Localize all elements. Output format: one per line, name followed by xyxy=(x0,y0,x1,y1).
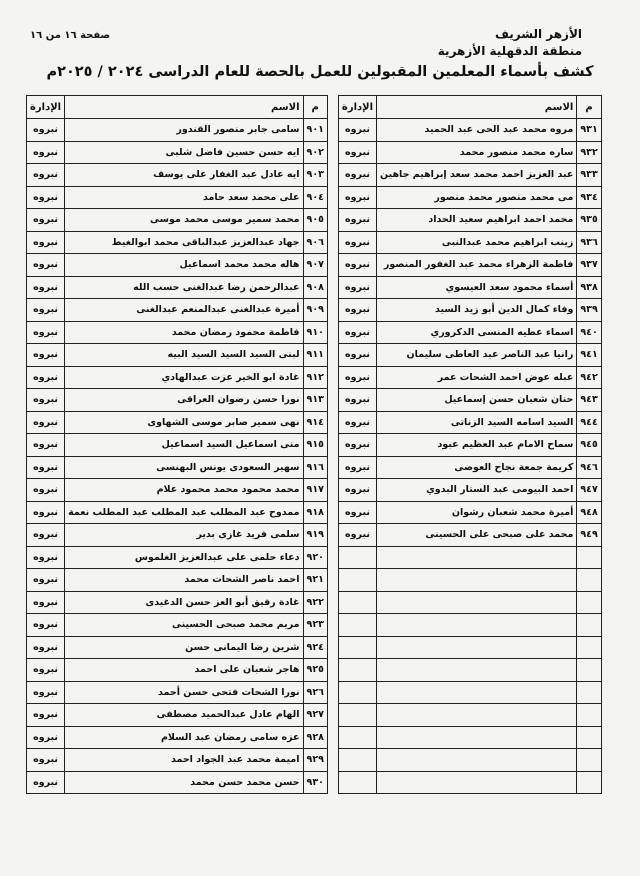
row-admin: نبروه xyxy=(27,434,65,457)
empty-row xyxy=(338,726,601,749)
empty-cell xyxy=(577,591,601,614)
row-name: سلمى فريد غازى بدير xyxy=(65,524,303,547)
document-title: كشف بأسماء المعلمين المقبولين للعمل بالحصة للعام الدراسى ٢٠٢٤ / ٢٠٢٥م xyxy=(46,64,594,80)
row-number: ٩٢٦ xyxy=(303,681,327,704)
row-number: ٩١٤ xyxy=(303,411,327,434)
row-name: عزه سامى رمضان عبد السلام xyxy=(65,726,303,749)
table-row xyxy=(27,659,328,682)
row-number: ٩٢١ xyxy=(303,569,327,592)
row-admin: نبروه xyxy=(27,704,65,727)
table-row xyxy=(27,141,328,164)
empty-cell xyxy=(377,704,577,727)
table-row xyxy=(338,231,601,254)
row-number: ٩١٧ xyxy=(303,479,327,502)
row-number: ٩٣٣ xyxy=(577,164,601,187)
row-name: جهاد عبدالعزيز عبدالباقى محمد ابوالغيط xyxy=(65,231,303,254)
page-label: صفحة ١٦ من ١٦ xyxy=(30,30,111,41)
row-admin: نبروه xyxy=(338,479,376,502)
col-num-header: م xyxy=(577,96,601,119)
row-admin: نبروه xyxy=(338,366,376,389)
table-row xyxy=(27,299,328,322)
row-number: ٩١٨ xyxy=(303,501,327,524)
row-name: مريم محمد صبحى الحسينى xyxy=(65,614,303,637)
row-name: ايه عادل عبد الغفار على يوسف xyxy=(65,164,303,187)
row-admin: نبروه xyxy=(27,681,65,704)
table-row xyxy=(27,479,328,502)
row-name: اميمة محمد عبد الجواد احمد xyxy=(65,749,303,772)
row-admin: نبروه xyxy=(27,164,65,187)
row-name: منى اسماعيل السيد اسماعيل xyxy=(65,434,303,457)
row-number: ٩٠٣ xyxy=(303,164,327,187)
row-admin: نبروه xyxy=(27,456,65,479)
row-name: محمد احمد ابراهيم سعيد الحداد xyxy=(377,209,577,232)
row-number: ٩٤٠ xyxy=(577,321,601,344)
row-admin: نبروه xyxy=(27,501,65,524)
row-name: ساره محمد منصور محمد xyxy=(377,141,577,164)
row-number: ٩٣٧ xyxy=(577,254,601,277)
table-row xyxy=(27,344,328,367)
empty-cell xyxy=(577,771,601,794)
row-name: كريمة جمعة نجاح العوضى xyxy=(377,456,577,479)
row-admin: نبروه xyxy=(27,591,65,614)
row-admin: نبروه xyxy=(338,344,376,367)
empty-cell xyxy=(377,614,577,637)
row-name: احمد البيومى عبد الستار البدوي xyxy=(377,479,577,502)
row-admin: نبروه xyxy=(338,321,376,344)
row-admin: نبروه xyxy=(27,366,65,389)
right-table xyxy=(26,95,328,794)
empty-row xyxy=(338,771,601,794)
empty-cell xyxy=(377,771,577,794)
row-number: ٩٢٣ xyxy=(303,614,327,637)
org-line-2: منطقة الدقهلية الأزهرية xyxy=(437,44,582,58)
table-row xyxy=(27,456,328,479)
table-row xyxy=(27,726,328,749)
empty-cell xyxy=(338,681,376,704)
row-number: ٩١٦ xyxy=(303,456,327,479)
row-name: محمد محمود محمد محمود علام xyxy=(65,479,303,502)
row-admin: نبروه xyxy=(27,209,65,232)
table-row xyxy=(338,276,601,299)
row-name: زينب ابراهيم محمد عبدالنبى xyxy=(377,231,577,254)
row-number: ٩٣٨ xyxy=(577,276,601,299)
row-name: فاطمة محمود رمضان محمد xyxy=(65,321,303,344)
table-row xyxy=(27,614,328,637)
table-row xyxy=(338,164,601,187)
col-name-header: الاسم xyxy=(65,96,303,119)
table-row xyxy=(27,524,328,547)
row-number: ٩٢٤ xyxy=(303,636,327,659)
row-number: ٩٠٤ xyxy=(303,186,327,209)
row-name: سماح الامام عبد العظيم عبود xyxy=(377,434,577,457)
empty-cell xyxy=(377,681,577,704)
table-row xyxy=(338,366,601,389)
row-name: الهام عادل عبدالحميد مصطفى xyxy=(65,704,303,727)
table-row xyxy=(27,164,328,187)
row-name: لبنى السيد السيد السيد البيه xyxy=(65,344,303,367)
table-row xyxy=(27,209,328,232)
row-name: محمد سمير موسى محمد موسى xyxy=(65,209,303,232)
row-number: ٩٠٧ xyxy=(303,254,327,277)
empty-cell xyxy=(338,614,376,637)
row-number: ٩٠١ xyxy=(303,119,327,142)
header-row xyxy=(27,96,328,119)
empty-cell xyxy=(577,614,601,637)
row-name: هاله محمد محمد اسماعيل xyxy=(65,254,303,277)
table-row xyxy=(27,321,328,344)
col-admin-header: الإدارة xyxy=(27,96,65,119)
row-name: مروه محمد عبد الحى عبد الحميد xyxy=(377,119,577,142)
row-admin: نبروه xyxy=(27,276,65,299)
table-row xyxy=(338,186,601,209)
row-name: أميرة عبدالغنى عبدالمنعم عبدالغنى xyxy=(65,299,303,322)
row-admin: نبروه xyxy=(27,659,65,682)
table-row xyxy=(27,501,328,524)
table-row xyxy=(27,186,328,209)
row-admin: نبروه xyxy=(27,321,65,344)
empty-cell xyxy=(577,636,601,659)
empty-cell xyxy=(577,546,601,569)
empty-cell xyxy=(338,749,376,772)
empty-row xyxy=(338,659,601,682)
empty-cell xyxy=(377,569,577,592)
row-number: ٩١٢ xyxy=(303,366,327,389)
row-admin: نبروه xyxy=(27,524,65,547)
row-name: ايه حسن حسين فاضل شلبى xyxy=(65,141,303,164)
row-admin: نبروه xyxy=(338,411,376,434)
row-number: ٩٣٢ xyxy=(577,141,601,164)
empty-row xyxy=(338,614,601,637)
empty-cell xyxy=(577,659,601,682)
table-row xyxy=(27,434,328,457)
row-name: شرين رضا اليمانى حسن xyxy=(65,636,303,659)
row-number: ٩٢٠ xyxy=(303,546,327,569)
col-num-header: م xyxy=(303,96,327,119)
empty-cell xyxy=(577,569,601,592)
row-admin: نبروه xyxy=(27,771,65,794)
empty-row xyxy=(338,704,601,727)
row-name: على محمد سعد حامد xyxy=(65,186,303,209)
row-name: رانيا عبد الناصر عبد العاطى سليمان xyxy=(377,344,577,367)
table-row xyxy=(27,771,328,794)
empty-row xyxy=(338,681,601,704)
table-row xyxy=(338,119,601,142)
row-admin: نبروه xyxy=(338,389,376,412)
row-name: حنان شعبان حسن إسماعيل xyxy=(377,389,577,412)
row-number: ٩٢٨ xyxy=(303,726,327,749)
row-admin: نبروه xyxy=(27,119,65,142)
empty-cell xyxy=(577,681,601,704)
empty-cell xyxy=(577,704,601,727)
row-admin: نبروه xyxy=(338,456,376,479)
row-admin: نبروه xyxy=(338,119,376,142)
table-row xyxy=(27,546,328,569)
empty-row xyxy=(338,546,601,569)
row-admin: نبروه xyxy=(27,569,65,592)
row-name: نهى سمير صابر موسى الشهاوى xyxy=(65,411,303,434)
col-admin-header: الإدارة xyxy=(338,96,376,119)
row-number: ٩٠٢ xyxy=(303,141,327,164)
row-number: ٩٤٣ xyxy=(577,389,601,412)
row-number: ٩٤١ xyxy=(577,344,601,367)
empty-cell xyxy=(377,546,577,569)
row-admin: نبروه xyxy=(338,141,376,164)
empty-cell xyxy=(377,636,577,659)
row-admin: نبروه xyxy=(338,276,376,299)
row-name: غادة ابو الخير عزت عبدالهادي xyxy=(65,366,303,389)
empty-cell xyxy=(377,591,577,614)
row-admin: نبروه xyxy=(338,209,376,232)
row-name: سهير السعودى يونس البهنسى xyxy=(65,456,303,479)
col-name-header: الاسم xyxy=(377,96,577,119)
table-row xyxy=(27,119,328,142)
row-name: حسن محمد حسن محمد xyxy=(65,771,303,794)
row-admin: نبروه xyxy=(338,186,376,209)
row-name: عبدالرحمن رضا عبدالغنى حسب الله xyxy=(65,276,303,299)
row-admin: نبروه xyxy=(27,231,65,254)
empty-cell xyxy=(338,569,376,592)
row-name: وفاء كمال الدين أبو زيد السيد xyxy=(377,299,577,322)
row-name: سامى جابر منصور القندور xyxy=(65,119,303,142)
table-row xyxy=(338,389,601,412)
table-row xyxy=(338,254,601,277)
org-line-1: الأزهر الشريف xyxy=(494,27,582,41)
table-row xyxy=(27,569,328,592)
empty-cell xyxy=(338,636,376,659)
row-admin: نبروه xyxy=(338,501,376,524)
table-row xyxy=(338,501,601,524)
table-row xyxy=(338,411,601,434)
empty-cell xyxy=(338,546,376,569)
row-name: نورا الشحات فتحى حسن أحمد xyxy=(65,681,303,704)
row-admin: نبروه xyxy=(27,411,65,434)
row-name: ممدوح عبد المطلب عبد المطلب عبد المطلب نعمة xyxy=(65,501,303,524)
row-name: مى محمد منصور محمد منصور xyxy=(377,186,577,209)
table-row xyxy=(338,299,601,322)
row-name: هاجر شعبان على احمد xyxy=(65,659,303,682)
table-row xyxy=(27,366,328,389)
row-admin: نبروه xyxy=(338,524,376,547)
row-name: فاطمة الزهراء محمد عبد الغفور المنصور xyxy=(377,254,577,277)
row-admin: نبروه xyxy=(338,164,376,187)
table-row xyxy=(27,254,328,277)
table-row xyxy=(27,411,328,434)
row-number: ٩٣٩ xyxy=(577,299,601,322)
row-admin: نبروه xyxy=(27,614,65,637)
row-number: ٩٤٤ xyxy=(577,411,601,434)
empty-cell xyxy=(377,726,577,749)
table-row xyxy=(27,389,328,412)
row-number: ٩٠٥ xyxy=(303,209,327,232)
row-number: ٩٠٩ xyxy=(303,299,327,322)
row-admin: نبروه xyxy=(27,299,65,322)
row-number: ٩٤٨ xyxy=(577,501,601,524)
left-table xyxy=(338,95,602,794)
empty-cell xyxy=(577,726,601,749)
row-admin: نبروه xyxy=(27,636,65,659)
row-number: ٩١٩ xyxy=(303,524,327,547)
row-number: ٩١٣ xyxy=(303,389,327,412)
table-row xyxy=(27,591,328,614)
empty-cell xyxy=(338,771,376,794)
row-name: أميرة محمد شعبان رشوان xyxy=(377,501,577,524)
row-name: أسماء محمود سعد العيسوي xyxy=(377,276,577,299)
table-row xyxy=(27,704,328,727)
row-name: عبد العزيز احمد محمد سعد إبراهيم جاهين xyxy=(377,164,577,187)
row-name: احمد ناصر الشحات محمد xyxy=(65,569,303,592)
empty-cell xyxy=(377,659,577,682)
row-number: ٩٢٥ xyxy=(303,659,327,682)
row-admin: نبروه xyxy=(338,434,376,457)
table-row xyxy=(338,479,601,502)
row-admin: نبروه xyxy=(338,231,376,254)
row-name: غادة رفيق أبو العز حسن الدغيدى xyxy=(65,591,303,614)
row-number: ٩٣١ xyxy=(577,119,601,142)
empty-cell xyxy=(338,726,376,749)
table-row xyxy=(27,749,328,772)
row-number: ٩٢٩ xyxy=(303,749,327,772)
row-number: ٩٣٠ xyxy=(303,771,327,794)
row-number: ٩٠٦ xyxy=(303,231,327,254)
table-row xyxy=(338,434,601,457)
row-name: دعاء حلمى على عبدالعزيز الغلموس xyxy=(65,546,303,569)
row-number: ٩٢٧ xyxy=(303,704,327,727)
row-admin: نبروه xyxy=(27,749,65,772)
org-header xyxy=(438,26,582,60)
row-admin: نبروه xyxy=(27,546,65,569)
empty-cell xyxy=(338,704,376,727)
row-admin: نبروه xyxy=(27,726,65,749)
empty-row xyxy=(338,749,601,772)
row-admin: نبروه xyxy=(27,186,65,209)
row-admin: نبروه xyxy=(338,254,376,277)
row-admin: نبروه xyxy=(27,344,65,367)
table-row xyxy=(27,231,328,254)
table-row xyxy=(338,141,601,164)
empty-cell xyxy=(338,659,376,682)
row-number: ٩٣٤ xyxy=(577,186,601,209)
row-number: ٩١١ xyxy=(303,344,327,367)
table-row xyxy=(338,344,601,367)
empty-row xyxy=(338,591,601,614)
table-row xyxy=(338,524,601,547)
row-admin: نبروه xyxy=(338,299,376,322)
row-number: ٩٤٢ xyxy=(577,366,601,389)
row-admin: نبروه xyxy=(27,141,65,164)
row-admin: نبروه xyxy=(27,389,65,412)
header-row xyxy=(338,96,601,119)
table-row xyxy=(338,456,601,479)
row-number: ٩٣٥ xyxy=(577,209,601,232)
table-row xyxy=(27,276,328,299)
row-admin: نبروه xyxy=(27,479,65,502)
row-number: ٩٢٢ xyxy=(303,591,327,614)
row-name: السيد اسامه السيد الزناتى xyxy=(377,411,577,434)
row-name: عبله عوض احمد الشحات عمر xyxy=(377,366,577,389)
empty-row xyxy=(338,569,601,592)
row-name: محمد على صبحى على الحسينى xyxy=(377,524,577,547)
row-number: ٩٤٥ xyxy=(577,434,601,457)
row-number: ٩٤٦ xyxy=(577,456,601,479)
tables-container xyxy=(26,95,598,794)
empty-cell xyxy=(377,749,577,772)
table-row xyxy=(27,681,328,704)
row-number: ٩٤٧ xyxy=(577,479,601,502)
row-number: ٩٤٩ xyxy=(577,524,601,547)
empty-cell xyxy=(338,591,376,614)
row-number: ٩١٠ xyxy=(303,321,327,344)
table-row xyxy=(338,321,601,344)
table-row xyxy=(338,209,601,232)
row-number: ٩٣٦ xyxy=(577,231,601,254)
empty-row xyxy=(338,636,601,659)
table-row xyxy=(27,636,328,659)
row-admin: نبروه xyxy=(27,254,65,277)
row-name: اسماء عطيه المنسى الدكروري xyxy=(377,321,577,344)
empty-cell xyxy=(577,749,601,772)
row-number: ٩٠٨ xyxy=(303,276,327,299)
row-number: ٩١٥ xyxy=(303,434,327,457)
row-name: نورا حسن رضوان العراقى xyxy=(65,389,303,412)
